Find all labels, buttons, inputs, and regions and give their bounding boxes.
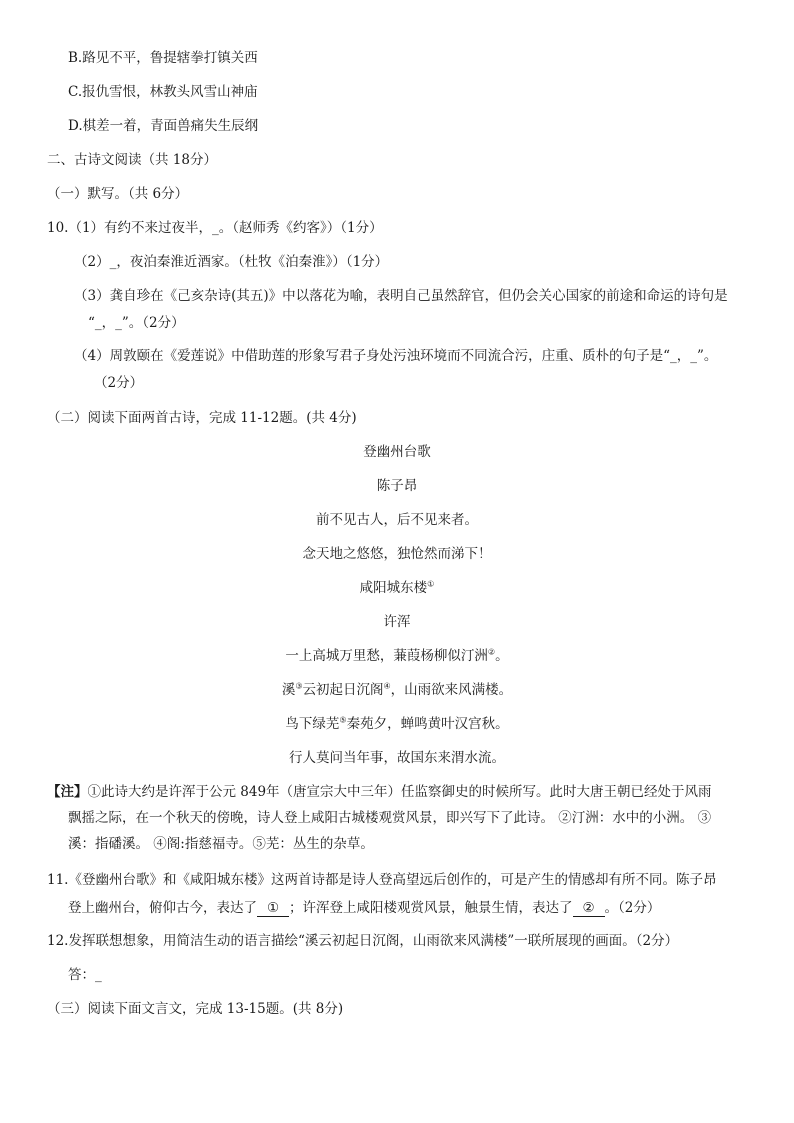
poem1-line2: 念天地之悠悠，独怆然而涕下！ [302, 546, 492, 562]
part1-title: （一）默写。（共 6分） [47, 186, 189, 202]
poem2-line1-text: 一上高城万里愁，蒹葭杨柳似汀洲 [285, 648, 488, 664]
option-d: D.棋差一着，青面兽痛失生辰纲 [68, 118, 259, 134]
answer-blank-2[interactable]: ② [573, 900, 605, 917]
q11-text-b: ；许浑登上咸阳楼观赏风景，触景生情，表达了 [289, 900, 573, 916]
poem2-line3-text-a: 鸟下绿芜 [285, 716, 340, 732]
footnote-mark-1: ① [427, 579, 435, 589]
note-label: 【注】 [47, 784, 88, 800]
question-10-3-line1: （3）龚自珍在《己亥杂诗(其五)》中以落花为喻，表明自己虽然辞官，但仍会关心国家的前途和命运的诗句是 [74, 288, 728, 304]
q11-text-c: 。（2分） [604, 900, 661, 916]
footnote-mark-3: ③ [295, 681, 303, 691]
note-line3: 溪：指磻溪。 ④阁:指慈福寺。⑤芜：丛生的杂草。 [68, 836, 374, 852]
footnote-mark-5: ⑤ [339, 715, 347, 725]
poem1-author: 陈子昂 [376, 478, 418, 494]
poem2-line3-text-b: 秦苑夕，蝉鸣黄叶汉宫秋。 [346, 716, 509, 732]
question-11-line2 [68, 898, 660, 918]
option-b: B.路见不平，鲁提辖拳打镇关西 [68, 50, 258, 66]
note-line2: 飘摇之际，在一个秋天的傍晚，诗人登上咸阳古城楼观赏风景，即兴写下了此诗。 ②汀洲：水中的小洲。 ③ [68, 810, 712, 826]
question-10-4-line2: （2分） [94, 375, 144, 391]
question-10-3-line2: “_，_”。（2分） [88, 315, 185, 331]
question-10-1: 10.（1）有约不来过夜半，_。（赵师秀《约客》）（1分） [47, 220, 383, 236]
option-c: C.报仇雪恨，林教头风雪山神庙 [68, 84, 258, 100]
poem2-line4: 行人莫问当年事，故国东来渭水流。 [289, 750, 505, 766]
question-10-2: （2）_，夜泊秦淮近酒家。（杜牧《泊秦淮》）（1分） [74, 254, 389, 270]
poem2-author: 许浑 [383, 614, 411, 630]
part2-title: （二）阅读下面两首古诗，完成 11-12题。(共 4分) [47, 410, 357, 426]
poem2-title-text: 咸阳城东楼 [359, 580, 428, 596]
poem2-line1-end: 。 [495, 648, 509, 664]
footnote-mark-4: ④ [383, 681, 391, 691]
poem1-title: 登幽州台歌 [363, 444, 431, 460]
poem2-line3 [0, 714, 794, 734]
note-text-1: ①此诗大约是许浑于公元 849年（唐宣宗大中三年）任监察御史的时候所写。此时大唐王朝已经处于风雨 [87, 784, 712, 800]
poem1-line1: 前不见古人，后不见来者。 [316, 512, 478, 528]
poem2-line2-text-c: ，山雨欲来风满楼。 [390, 682, 513, 698]
question-10-4-line1: （4）周敦颐在《爱莲说》中借助莲的形象写君子身处污浊环境而不同流合污，庄重、质朴的句子是“_，_”。 [74, 348, 718, 364]
poem2-line2 [0, 680, 794, 700]
part3-title: （三）阅读下面文言文，完成 13-15题。(共 8分) [47, 1001, 344, 1017]
poem2-line1 [0, 646, 794, 666]
poem2-line2-text-a: 溪 [281, 682, 296, 698]
poem2-title [0, 578, 794, 598]
question-11-line1: 11.《登幽州台歌》和《咸阳城东楼》这两首诗都是诗人登高望远后创作的，可是产生的情感却有所不同。陈子昂 [47, 872, 717, 888]
footnote-mark-2: ② [487, 647, 496, 657]
question-12: 12.发挥联想想象，用简洁生动的语言描绘“溪云初起日沉阁，山雨欲来风满楼”一联所展现的画面。（2分） [47, 933, 679, 949]
poem2-line2-text-b: 云初起日沉阁 [302, 682, 384, 698]
note-line1 [47, 782, 712, 802]
answer-blank-1[interactable]: ① [257, 900, 289, 917]
q11-text-a: 登上幽州台，俯仰古今，表达了 [68, 900, 257, 916]
question-12-answer[interactable]: 答：_ [68, 967, 102, 983]
section-title: 二、古诗文阅读（共 18分） [47, 152, 217, 168]
